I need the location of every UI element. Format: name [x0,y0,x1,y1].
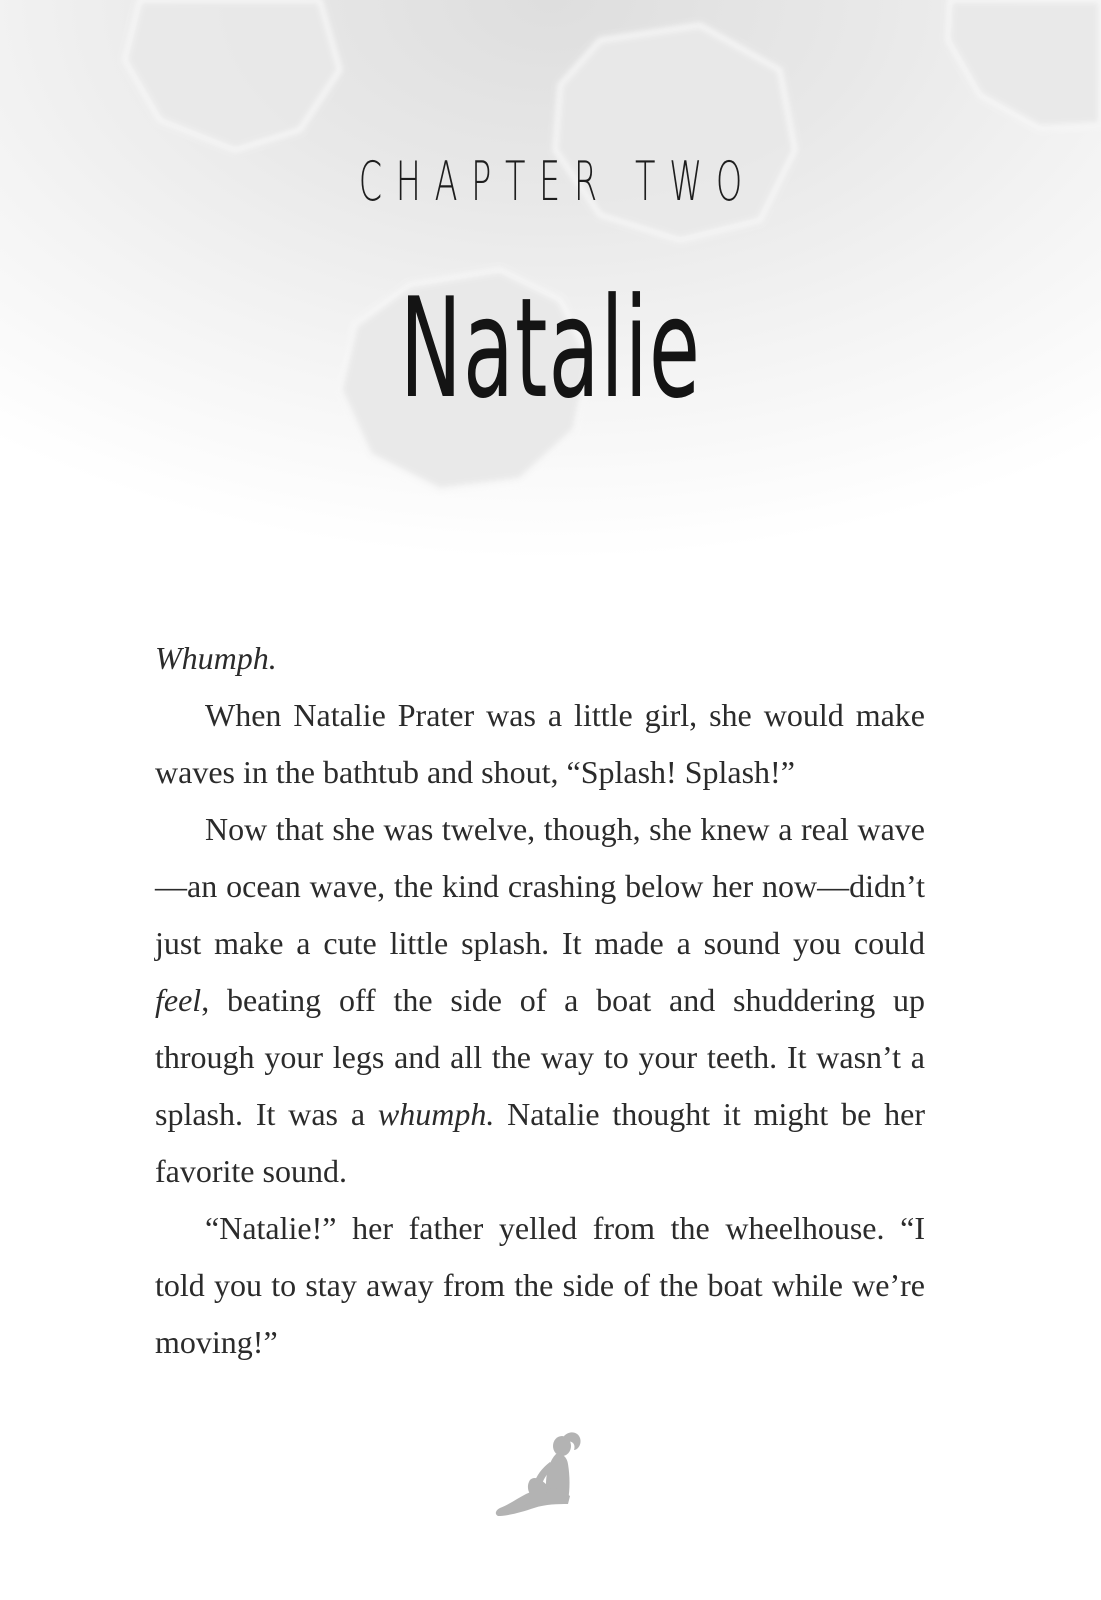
paragraph: When Natalie Prater was a little girl, she would make waves in the bathtub and shout, “Splash! Splash!” [155,697,925,790]
emphasis-text: feel [155,982,202,1018]
text-run: , beating off the side of a boat and shuddering up through your legs and all the way to your teeth. It wasn’t a splash. It was a [155,982,925,1132]
emphasis-text: whumph. [377,1096,495,1132]
bokeh-shape [125,0,340,150]
chapter-number-heading: CHAPTER TWO [358,150,756,213]
bokeh-shape [948,0,1101,128]
chapter-body [155,630,925,1371]
text-run: Natalie thought it might be her favorite sound. [155,1096,926,1189]
paragraph-opening: Whumph. [155,640,277,676]
paragraph [155,801,925,1200]
sitting-girl-silhouette-icon [490,1428,594,1518]
paragraph: “Natalie!” her father yelled from the wheelhouse. “I told you to stay away from the side of the boat while we’re moving!” [155,1210,925,1360]
text-run: Now that she was twelve, though, she knew a real wave—an ocean wave, the kind crashing below her now—didn’t just make a cute little splash. It made a sound you could [155,811,925,961]
chapter-title: Natalie [399,268,702,429]
